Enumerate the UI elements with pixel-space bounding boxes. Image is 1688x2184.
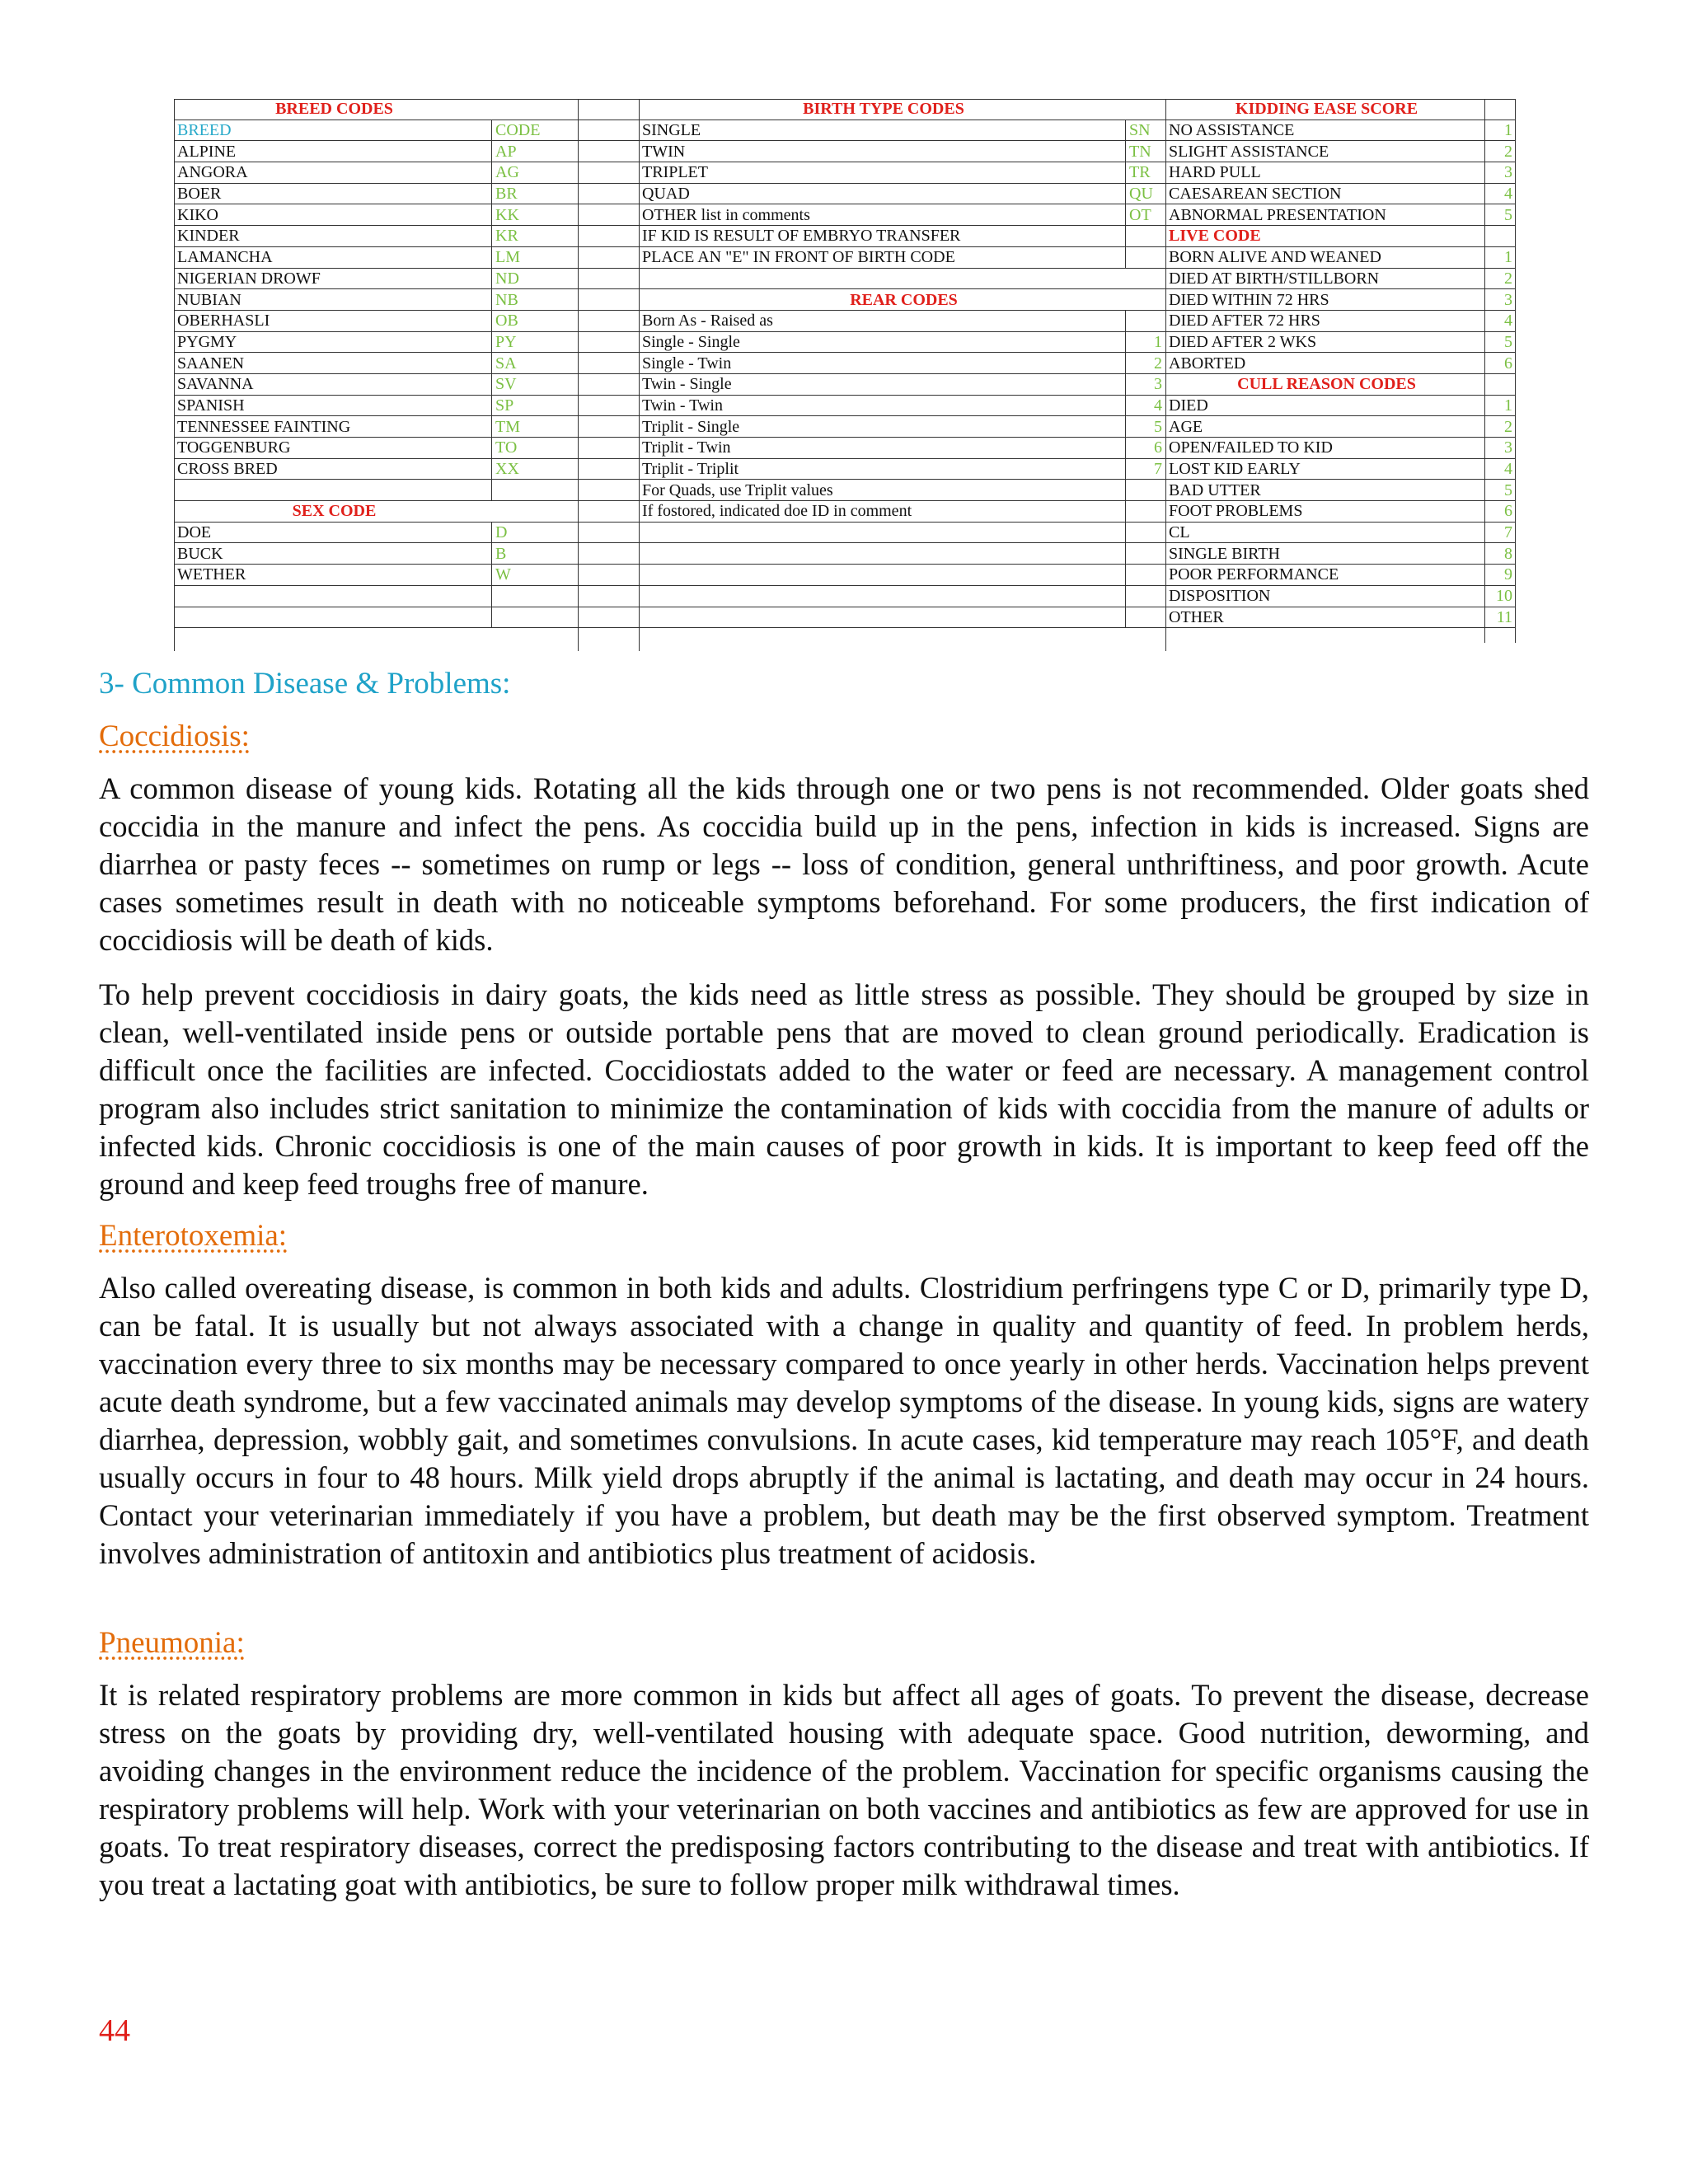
rear-note-row: [639, 480, 1165, 501]
birth-type-name: TRIPLET: [642, 163, 708, 182]
rear-codes-title: REAR CODES: [850, 290, 958, 309]
rear-note: If fostored, indicated doe ID in comment: [642, 502, 912, 521]
cull-reason-header: [1165, 374, 1516, 396]
breed-name: TENNESSEE FAINTING: [177, 417, 351, 436]
enterotoxemia-paragraph: Also called overeating disease, is common in both kids and adults. Clostridium perfringens type C or D, primarily type D, can be fatal. It is usually but not always associated with a change in quality and quantity of feed. In problem herds, vaccination every three to six months may be necessary compared to once yearly in other herds. Vaccination helps prevent acute death syndrome, but a few vaccinated animals may develop symptoms of the disease. In young kids, signs are watery diarrhea, depression, wobbly gait, and sometimes convulsions. In acute cases, kid temperature may reach 105°F, and death usually occurs in four to 48 hours. Milk yield drops abruptly if the animal is lactating, and death may occur in 24 hours. Contact your veterinarian immediately if you have a problem, but death may be the first observed symptom. Treatment involves administration of antitoxin and antibiotics plus treatment of acidosis.: [99, 1271, 1589, 1570]
sex-name: BUCK: [177, 544, 223, 563]
table-cell: [578, 480, 639, 500]
table-cell: [639, 565, 1125, 585]
breed-code: NB: [491, 289, 578, 310]
table-cell: [1125, 523, 1165, 543]
breed-code: OB: [491, 311, 578, 331]
kidding-ease-title: KIDDING EASE SCORE: [1235, 100, 1418, 119]
spacer-row: [578, 480, 639, 501]
breed-column-label: BREED: [177, 121, 232, 140]
code-column-label: CODE: [491, 120, 578, 141]
cull-code: 10: [1484, 586, 1516, 607]
blank-row: [639, 523, 1165, 544]
cull-code: 8: [1484, 543, 1516, 564]
spacer-row: [578, 120, 639, 142]
birth-type-row: [639, 204, 1165, 226]
cull-row: [1165, 480, 1516, 501]
breed-codes-title: BREED CODES: [275, 100, 393, 119]
blank-row: [174, 480, 578, 501]
cull-row: [1165, 586, 1516, 607]
birth-type-name: TWIN: [642, 142, 686, 161]
breed-name: ALPINE: [177, 142, 237, 161]
cull-row: [1165, 396, 1516, 417]
cull-row: [1165, 523, 1516, 544]
breed-code: ND: [491, 269, 578, 289]
rear-code: 2: [1125, 353, 1165, 373]
live-code: 3: [1484, 289, 1516, 310]
kidding-row: [1165, 184, 1516, 205]
table-cell: [639, 586, 1125, 607]
breed-code: TO: [491, 438, 578, 458]
table-cell: [1125, 480, 1165, 500]
cull-row: [1165, 607, 1516, 629]
pneumonia-paragraph: It is related respiratory problems are more common in kids but affect all ages of goats. To prevent the disease, decrease stress on the goats by providing dry, well-ventilated housing with adequate space. Good nutrition, deworming, and avoiding changes in the environment reduce the incidence of the problem. Vaccination for specific organisms causing the respiratory problems will help. Work with your veterinarian on both vaccines and antibiotics as few are approved for use in goats. To treat respiratory diseases, correct the predisposing factors contributing to the disease and treat with antibiotics. If you treat a lactating goat with antibiotics, be sure to follow proper milk withdrawal times.: [99, 1678, 1589, 1901]
table-cell: [1125, 586, 1165, 607]
spacer-row: [578, 332, 639, 354]
breed-row: [174, 332, 578, 354]
cull-name: DIED: [1169, 396, 1208, 415]
live-code-header: [1165, 226, 1516, 247]
breed-row: [174, 374, 578, 396]
live-code: 2: [1484, 269, 1516, 289]
kidding-score: 2: [1484, 141, 1516, 162]
breed-row: [174, 226, 578, 247]
cull-code: 2: [1484, 416, 1516, 437]
table-cell: [578, 565, 639, 585]
rear-row: [639, 416, 1165, 438]
table-cell: [578, 120, 639, 141]
table-cell: [491, 501, 578, 522]
enterotoxemia-heading: Enterotoxemia:: [99, 1219, 288, 1253]
live-name: ABORTED: [1169, 354, 1246, 373]
table-cell: [578, 332, 639, 353]
cull-row: [1165, 459, 1516, 480]
breed-row: [174, 438, 578, 459]
table-cell: [578, 438, 639, 458]
rear-name: Twin - Twin: [642, 396, 723, 415]
live-code: 6: [1484, 353, 1516, 373]
table-cell: [578, 269, 639, 289]
kidding-name: CAESAREAN SECTION: [1169, 185, 1342, 204]
birth-type-code: OT: [1125, 204, 1165, 225]
live-row: [1165, 247, 1516, 269]
rear-row: [639, 374, 1165, 396]
breed-code: AP: [491, 141, 578, 162]
cull-name: SINGLE BIRTH: [1169, 544, 1280, 563]
breed-code: SP: [491, 396, 578, 416]
cull-code: 5: [1484, 480, 1516, 500]
table-cell: [578, 204, 639, 225]
sex-code-header: [174, 501, 578, 523]
breed-row: [174, 247, 578, 269]
table-cell: [578, 523, 639, 543]
live-name: DIED WITHIN 72 HRS: [1169, 290, 1329, 309]
live-name: DIED AFTER 72 HRS: [1169, 312, 1320, 330]
kidding-row: [1165, 204, 1516, 226]
breed-name: ANGORA: [177, 163, 248, 182]
cull-reason-title: CULL REASON CODES: [1237, 375, 1416, 394]
breed-name: KINDER: [177, 227, 240, 246]
pneumonia-heading: Pneumonia:: [99, 1626, 245, 1660]
breed-col-headers: [174, 120, 578, 142]
table-cell: [174, 586, 491, 607]
rear-name: Triplit - Single: [642, 417, 740, 436]
page-number: 44: [99, 2013, 130, 2048]
table-cell: [578, 247, 639, 268]
live-row: [1165, 269, 1516, 290]
birth-type-row: [639, 184, 1165, 205]
breed-sex-column: [174, 99, 578, 628]
breed-name: BOER: [177, 185, 222, 204]
cull-name: FOOT PROBLEMS: [1169, 502, 1303, 521]
coccidiosis-paragraph-2: To help prevent coccidiosis in dairy goats, the kids need as little stress as possible. They should be grouped by size in clean, well-ventilated inside pens or outside portable pens that are moved to clean ground periodically. Eradication is difficult once the facilities are infected. Coccidiostats added to the water or feed are necessary. A management control program also includes strict sanitation to minimize the contamination of kids with coccidia from the manure of adults or infected kids. Chronic coccidiosis is one of the main causes of poor growth in kids. It is important to keep feed off the ground and keep feed troughs free of manure.: [99, 977, 1589, 1201]
kidding-name: ABNORMAL PRESENTATION: [1169, 205, 1386, 224]
cull-row: [1165, 565, 1516, 586]
kidding-name: SLIGHT ASSISTANCE: [1169, 142, 1329, 161]
table-cell: [578, 289, 639, 310]
table-cell: [639, 523, 1125, 543]
live-code-title: LIVE CODE: [1169, 227, 1261, 246]
rear-note-row: [639, 501, 1165, 523]
live-name: DIED AT BIRTH/STILLBORN: [1169, 269, 1380, 288]
rear-codes-subtitle: Born As - Raised as: [642, 312, 773, 330]
table-cell: [1125, 565, 1165, 585]
breed-code: TM: [491, 416, 578, 437]
spacer-row: [578, 311, 639, 332]
live-row: [1165, 289, 1516, 311]
live-row: [1165, 353, 1516, 374]
rear-row: [639, 396, 1165, 417]
birth-type-row: [639, 162, 1165, 184]
spacer-row: [578, 226, 639, 247]
table-cell: [1484, 226, 1516, 246]
breed-codes-header: [174, 99, 578, 120]
rear-row: [639, 332, 1165, 354]
cull-code: 6: [1484, 501, 1516, 522]
kidding-ease-header: [1165, 99, 1516, 120]
live-code: 4: [1484, 311, 1516, 331]
table-cell: [174, 480, 491, 500]
spacer-row: [578, 141, 639, 162]
breed-name: SPANISH: [177, 396, 245, 415]
breed-row: [174, 396, 578, 417]
table-cell: [1484, 99, 1516, 120]
cull-name: OPEN/FAILED TO KID: [1169, 438, 1333, 457]
blank-row: [639, 565, 1165, 586]
cull-row: [1165, 501, 1516, 523]
sex-code: W: [491, 565, 578, 585]
rear-code: 3: [1125, 374, 1165, 395]
breed-row: [174, 269, 578, 290]
cull-row: [1165, 543, 1516, 565]
breed-code: LM: [491, 247, 578, 268]
codes-table: [174, 99, 1516, 651]
sex-row: [174, 565, 578, 586]
sex-code: D: [491, 523, 578, 543]
breed-row: [174, 162, 578, 184]
spacer-row: [578, 607, 639, 629]
live-row: [1165, 332, 1516, 354]
spacer-column: [578, 99, 639, 628]
breed-row: [174, 184, 578, 205]
table-cell: [578, 184, 639, 204]
breed-code: BR: [491, 184, 578, 204]
birth-type-row: [639, 120, 1165, 142]
table-cell: [1125, 99, 1165, 120]
breed-code: KK: [491, 204, 578, 225]
breed-name: SAANEN: [177, 354, 245, 373]
birth-type-title: BIRTH TYPE CODES: [803, 100, 964, 119]
rear-row: [639, 353, 1165, 374]
blank-row: [639, 543, 1165, 565]
spacer-row: [578, 416, 639, 438]
kidding-row: [1165, 141, 1516, 162]
spacer-row: [578, 374, 639, 396]
breed-name: CROSS BRED: [177, 460, 278, 479]
birth-type-code: [1125, 247, 1165, 268]
spacer-row: [578, 523, 639, 544]
birth-type-name: OTHER list in comments: [642, 205, 810, 224]
spacer-row: [578, 353, 639, 374]
section-heading: 3- Common Disease & Problems:: [99, 667, 511, 701]
cull-name: CL: [1169, 523, 1190, 542]
table-cell: [639, 607, 1125, 628]
cull-name: BAD UTTER: [1169, 480, 1261, 499]
table-cell: [578, 607, 639, 628]
live-name: DIED AFTER 2 WKS: [1169, 332, 1317, 351]
birth-type-row: [639, 141, 1165, 162]
spacer-row: [578, 501, 639, 523]
cull-code: 9: [1484, 565, 1516, 585]
rear-name: Single - Single: [642, 332, 740, 351]
table-cell: [578, 586, 639, 607]
kidding-row: [1165, 162, 1516, 184]
cull-code: 7: [1484, 523, 1516, 543]
blank-row: [639, 586, 1165, 607]
cull-name: POOR PERFORMANCE: [1169, 565, 1339, 584]
live-code: 1: [1484, 247, 1516, 268]
table-cell: [639, 269, 1165, 289]
table-cell: [491, 607, 578, 628]
breed-code: XX: [491, 459, 578, 480]
birth-type-row: [639, 226, 1165, 247]
table-cell: [578, 141, 639, 162]
breed-code: AG: [491, 162, 578, 183]
birth-type-name: IF KID IS RESULT OF EMBRYO TRANSFER: [642, 227, 961, 246]
kidding-score: 4: [1484, 184, 1516, 204]
kidding-score: 5: [1484, 204, 1516, 225]
table-cell: [1125, 607, 1165, 628]
spacer-row: [578, 204, 639, 226]
sex-row: [174, 523, 578, 544]
sex-name: DOE: [177, 523, 212, 542]
rear-name: Single - Twin: [642, 354, 732, 373]
birth-type-header: [639, 99, 1165, 120]
table-cell: [639, 543, 1125, 564]
breed-row: [174, 416, 578, 438]
table-cell: [491, 480, 578, 500]
birth-type-name: SINGLE: [642, 121, 701, 140]
cull-name: AGE: [1169, 417, 1203, 436]
spacer-row: [578, 396, 639, 417]
rear-name: Triplit - Twin: [642, 438, 731, 457]
breed-code: KR: [491, 226, 578, 246]
cull-row: [1165, 416, 1516, 438]
birth-type-code: SN: [1125, 120, 1165, 141]
birth-type-code: TR: [1125, 162, 1165, 183]
birth-rear-column: [639, 99, 1165, 628]
spacer-row: [578, 184, 639, 205]
spacer-row: [578, 565, 639, 586]
table-cell: [578, 353, 639, 373]
rear-name: Twin - Single: [642, 375, 732, 394]
breed-code: PY: [491, 332, 578, 353]
cull-code: 3: [1484, 438, 1516, 458]
kidding-name: NO ASSISTANCE: [1169, 121, 1295, 140]
spacer-row: [578, 289, 639, 311]
breed-name: NUBIAN: [177, 290, 241, 309]
table-cell: [578, 226, 639, 246]
spacer-row: [578, 586, 639, 607]
cull-name: DISPOSITION: [1169, 587, 1271, 606]
birth-type-code: [1125, 226, 1165, 246]
sex-name: WETHER: [177, 565, 246, 584]
cull-row: [1165, 438, 1516, 459]
cull-code: 11: [1484, 607, 1516, 628]
rear-row: [639, 438, 1165, 459]
breed-name: KIKO: [177, 205, 218, 224]
spacer-row: [578, 459, 639, 480]
blank-row: [639, 269, 1165, 290]
rear-name: Triplit - Triplit: [642, 460, 739, 479]
table-cell: [578, 501, 639, 522]
table-cell: [578, 374, 639, 395]
cull-name: OTHER: [1169, 607, 1224, 626]
birth-type-code: TN: [1125, 141, 1165, 162]
rear-code: 5: [1125, 416, 1165, 437]
blank-row: [639, 607, 1165, 629]
table-cell: [1484, 374, 1516, 395]
breed-name: TOGGENBURG: [177, 438, 291, 457]
rear-code: 4: [1125, 396, 1165, 416]
table-cell: [578, 416, 639, 437]
rear-code: 6: [1125, 438, 1165, 458]
rear-code: 1: [1125, 332, 1165, 353]
rear-code: 7: [1125, 459, 1165, 480]
breed-name: PYGMY: [177, 332, 237, 351]
breed-code: SV: [491, 374, 578, 395]
table-cell: [491, 586, 578, 607]
table-cell: [578, 162, 639, 183]
table-cell: [578, 311, 639, 331]
sex-code-title: SEX CODE: [292, 502, 377, 521]
live-code: 5: [1484, 332, 1516, 353]
breed-code: SA: [491, 353, 578, 373]
cull-name: LOST KID EARLY: [1169, 460, 1301, 479]
kidding-score: 1: [1484, 120, 1516, 141]
coccidiosis-paragraph-1: A common disease of young kids. Rotating all the kids through one or two pens is not recommended. Older goats shed coccidia in the manure and infect the pens. As coccidia build up in the pens, infection in kids is increased. Signs are diarrhea or pasty feces -- sometimes on rump or legs -- loss of condition, general unthriftiness, and poor growth. Acute cases sometimes result in death with no noticeable symptoms beforehand. For some producers, the first indication of coccidiosis will be death of kids.: [99, 771, 1589, 957]
spacer-row: [578, 99, 639, 120]
breed-name: SAVANNA: [177, 375, 254, 394]
kidding-row: [1165, 120, 1516, 142]
table-cell: [578, 459, 639, 480]
blank-row: [174, 607, 578, 629]
breed-row: [174, 289, 578, 311]
breed-name: NIGERIAN DROWF: [177, 269, 321, 288]
spacer-row: [578, 162, 639, 184]
spacer-row: [578, 543, 639, 565]
breed-name: OBERHASLI: [177, 312, 270, 330]
cull-code: 4: [1484, 459, 1516, 480]
coccidiosis-heading: Coccidiosis:: [99, 719, 250, 753]
table-cell: [1125, 311, 1165, 331]
kidding-score: 3: [1484, 162, 1516, 183]
kidding-name: HARD PULL: [1169, 163, 1261, 182]
breed-name: LAMANCHA: [177, 248, 273, 267]
breed-row: [174, 353, 578, 374]
cull-code: 1: [1484, 396, 1516, 416]
table-cell: [578, 99, 639, 120]
live-name: BORN ALIVE AND WEANED: [1169, 248, 1381, 267]
kidding-live-cull-column: [1165, 99, 1516, 628]
table-cell: [578, 396, 639, 416]
birth-type-name: PLACE AN "E" IN FRONT OF BIRTH CODE: [642, 248, 955, 267]
birth-type-name: QUAD: [642, 185, 690, 204]
table-cell: [1125, 543, 1165, 564]
breed-row: [174, 459, 578, 480]
sex-code: B: [491, 543, 578, 564]
table-cell: [174, 607, 491, 628]
sex-row: [174, 543, 578, 565]
rear-codes-subheader: [639, 311, 1165, 332]
breed-row: [174, 204, 578, 226]
spacer-row: [578, 269, 639, 290]
blank-row: [174, 586, 578, 607]
spacer-row: [578, 247, 639, 269]
birth-type-row: [639, 247, 1165, 269]
spacer-row: [578, 438, 639, 459]
live-row: [1165, 311, 1516, 332]
rear-codes-header: [639, 289, 1165, 311]
table-cell: [578, 543, 639, 564]
rear-note: For Quads, use Triplit values: [642, 480, 833, 499]
birth-type-code: QU: [1125, 184, 1165, 204]
table-cell: [1125, 501, 1165, 522]
table-cell: [491, 99, 578, 120]
breed-row: [174, 311, 578, 332]
rear-row: [639, 459, 1165, 480]
breed-row: [174, 141, 578, 162]
